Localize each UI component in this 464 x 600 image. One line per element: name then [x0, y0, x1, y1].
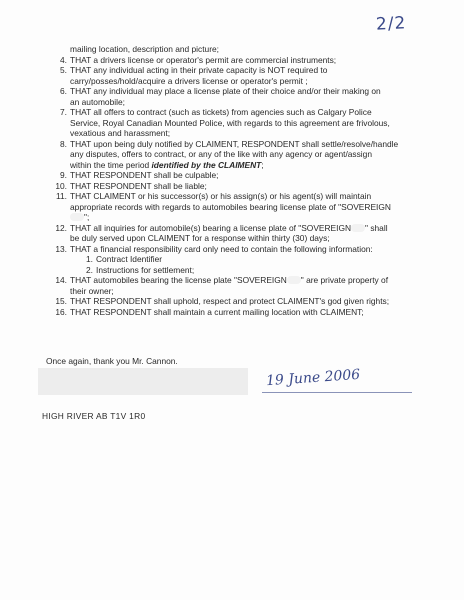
document-body	[52, 44, 422, 317]
item-line-prefix: THAT automobiles bearing the license plate "SOVEREIGN	[70, 275, 287, 285]
sub-item-number: 2.	[86, 264, 93, 275]
item-text: THAT a financial responsibility card only need to contain the following information:	[70, 243, 373, 254]
list-item-15	[52, 296, 422, 307]
list-item-7	[52, 107, 422, 139]
item-text: THAT RESPONDENT shall uphold, respect and protect CLAIMENT's god given rights;	[70, 296, 390, 306]
item-number: 5.	[60, 65, 67, 75]
item-number: 9.	[60, 170, 67, 180]
item-number: 15.	[55, 296, 67, 306]
redacted-plate	[70, 213, 84, 221]
handwritten-date: 19 June 2006	[265, 366, 361, 390]
item-line	[70, 212, 422, 223]
list-item-8	[52, 139, 422, 171]
item-number: 7.	[60, 107, 67, 117]
item-text: THAT a drivers license or operator's permit are commercial instruments;	[70, 54, 337, 65]
redacted-block	[38, 368, 248, 395]
item-line: THAT upon being duly notified by CLAIMENT, RESPONDENT shall settle/resolve/handle	[70, 138, 399, 149]
item-text	[70, 275, 422, 296]
item-number: 16.	[55, 306, 67, 317]
item-line: THAT all offers to contract (such as tickets) from agencies such as Calgary Police	[70, 107, 372, 117]
list-item-4	[52, 55, 422, 66]
item-text: THAT RESPONDENT shall be liable;	[70, 180, 207, 191]
item-number: 10.	[55, 180, 67, 191]
item-line: carry/posses/hold/acquire a drivers license or operator's permit ;	[70, 75, 308, 86]
item-number: 8.	[60, 138, 67, 149]
item-line-suffix: ";	[84, 212, 90, 222]
redacted-plate	[351, 224, 365, 232]
closing-line: Once again, thank you Mr. Cannon.	[46, 356, 178, 366]
item-text	[70, 86, 422, 107]
item-text	[70, 191, 422, 223]
item-number: 11.	[55, 191, 67, 201]
item-line: THAT CLAIMENT or his successor(s) or his assign(s) or his agent(s) will maintain	[70, 191, 372, 201]
item-text	[70, 107, 422, 139]
item-text: THAT RESPONDENT shall be culpable;	[70, 170, 219, 180]
emphasized-phrase: identified by the CLAIMENT	[151, 159, 262, 170]
list-item-13	[52, 244, 422, 255]
item-line: THAT any individual acting in their private capacity is NOT required to	[70, 65, 328, 75]
signature-underline	[262, 392, 412, 393]
list-item-16	[52, 307, 422, 318]
item-line-prefix: within the time period	[70, 159, 152, 170]
sub-item-number: 1.	[86, 254, 93, 264]
item-line	[70, 160, 422, 171]
list-item-9	[52, 170, 422, 181]
sub-list-item	[52, 254, 422, 265]
list-item-10	[52, 181, 422, 192]
item-line-prefix: THAT all inquiries for automobile(s) bearing a license plate of "SOVEREIGN	[70, 222, 352, 233]
list-item-11	[52, 191, 422, 223]
item-line: THAT any individual may place a license plate of their choice and/or their making on	[70, 86, 381, 96]
item-line: Service, Royal Canadian Mounted Police, with regards to this agreement are frivolous,	[70, 117, 390, 128]
sub-item-text: Contract Identifier	[96, 254, 163, 264]
item-line: their owner;	[70, 285, 114, 296]
redacted-plate	[287, 276, 301, 284]
list-item-6	[52, 86, 422, 107]
list-item-5	[52, 65, 422, 86]
continuation-line: mailing location, description and picture;	[70, 44, 219, 54]
item-number: 13.	[55, 243, 67, 254]
page-number: 2/2	[375, 13, 407, 35]
address-line: HIGH RIVER AB T1V 1R0	[42, 411, 146, 421]
item-line: appropriate records with regards to automobiles bearing license plate of "SOVEREIGN	[70, 201, 391, 212]
item-line: be duly served upon CLAIMENT for a response within thirty (30) days;	[70, 233, 330, 243]
list-item-12	[52, 223, 422, 244]
item-number: 12.	[55, 222, 67, 233]
sub-list-item	[52, 265, 422, 276]
item-text	[70, 139, 422, 171]
item-line: vexatious and harassment;	[70, 128, 171, 138]
item-line-suffix: " shall	[365, 222, 388, 233]
list-item-14	[52, 275, 422, 296]
item-line-suffix: ;	[261, 159, 264, 170]
item-number: 14.	[55, 275, 67, 285]
item-line-suffix: " are private property of	[300, 275, 389, 285]
item-number: 6.	[60, 86, 67, 96]
item-line: any disputes, offers to contract, or any of the like with any agency or agent/assign	[70, 149, 372, 159]
item-text	[70, 223, 422, 244]
sub-item-text: Instructions for settlement;	[96, 264, 195, 275]
item-line: an automobile;	[70, 96, 125, 107]
item-line	[70, 275, 422, 286]
item-number: 4.	[60, 54, 67, 65]
item-text	[70, 65, 422, 86]
item-line	[70, 223, 422, 234]
item-text: THAT RESPONDENT shall maintain a current mailing location with CLAIMENT;	[70, 306, 364, 317]
